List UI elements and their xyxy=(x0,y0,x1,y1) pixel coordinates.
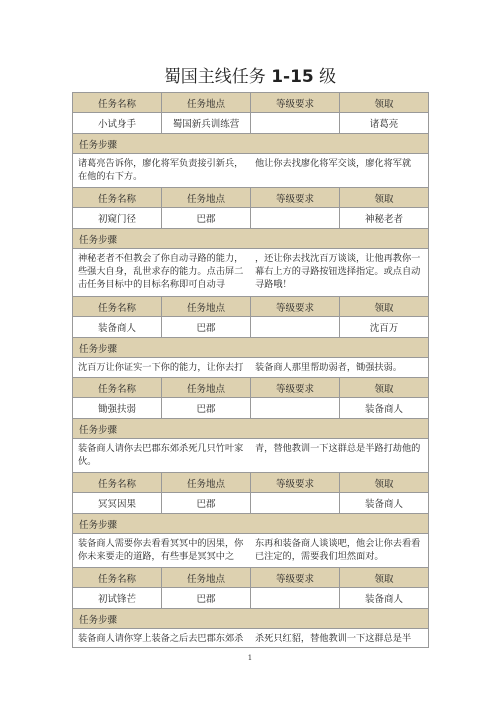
task-name: 锄强扶弱 xyxy=(73,398,162,418)
description-right: ，还让你去找沈百万谈谈，让他再教你一幕右上方的寻路按钮选择指定。或点自动寻路哦！ xyxy=(255,253,421,290)
task-npc: 神秘老者 xyxy=(364,214,403,225)
task-npc: 装备商人 xyxy=(364,404,403,415)
task-level xyxy=(251,317,340,337)
task-table xyxy=(72,92,429,648)
task-npc: 装备商人 xyxy=(364,499,403,510)
header-row xyxy=(72,472,429,492)
page-title xyxy=(0,62,500,87)
header-cell: 等级要求 xyxy=(251,93,340,112)
header-cell: 领取 xyxy=(374,478,394,490)
task-description xyxy=(72,357,429,377)
header-cell: 等级要求 xyxy=(251,378,340,397)
steps-label: 任务步骤 xyxy=(72,337,429,357)
description-left: 沈百万让你证实一下你的能力，让你去打 xyxy=(78,362,244,373)
header-cell: 等级要求 xyxy=(251,568,340,587)
header-cell: 等级要求 xyxy=(251,188,340,207)
task-row xyxy=(72,112,429,133)
header-cell: 领取 xyxy=(374,302,394,314)
description-left: 装备商人需要你去看看冥冥中的因果，你你未来要走的道路，有些事是冥冥中之 xyxy=(78,538,244,562)
task-description xyxy=(72,438,429,472)
header-row xyxy=(72,296,429,316)
header-cell: 任务地点 xyxy=(162,378,251,397)
task-name: 装备商人 xyxy=(73,317,162,337)
header-row xyxy=(72,92,429,112)
task-level xyxy=(251,493,340,513)
steps-label: 任务步骤 xyxy=(72,228,429,248)
header-row xyxy=(72,187,429,207)
header-cell: 领取 xyxy=(374,98,394,110)
task-npc: 诸葛亮 xyxy=(369,119,399,130)
description-left: 装备商人请你穿上装备之后去巴郡东郊杀 xyxy=(78,633,244,644)
header-cell: 任务名称 xyxy=(73,568,162,587)
description-left: 诸葛亮告诉你，廖化将军负责接引新兵，在他的右下方。 xyxy=(78,158,244,182)
description-left: 神秘老者不但教会了你自动寻路的能力，些强大自身，乱世求存的能力。点击屏二击任务目标中的目标名称即可自动寻 xyxy=(78,253,244,290)
header-cell: 任务地点 xyxy=(162,93,251,112)
header-cell: 任务名称 xyxy=(73,297,162,316)
task-npc: 沈百万 xyxy=(369,323,399,334)
header-cell: 任务地点 xyxy=(162,568,251,587)
header-cell: 任务名称 xyxy=(73,473,162,492)
task-place: 巴郡 xyxy=(162,398,251,418)
header-cell: 领取 xyxy=(374,573,394,585)
title-prefix: 蜀国主线任务 xyxy=(163,67,266,87)
task-level xyxy=(251,588,340,608)
task-name: 冥冥因果 xyxy=(73,493,162,513)
header-cell: 等级要求 xyxy=(251,473,340,492)
header-cell: 领取 xyxy=(374,383,394,395)
task-place: 巴郡 xyxy=(162,208,251,228)
task-place: 巴郡 xyxy=(162,493,251,513)
header-cell: 任务名称 xyxy=(73,188,162,207)
task-description xyxy=(72,248,429,296)
task-description xyxy=(72,533,429,567)
steps-label: 任务步骤 xyxy=(72,513,429,533)
header-cell: 等级要求 xyxy=(251,297,340,316)
header-cell: 任务地点 xyxy=(162,188,251,207)
task-level xyxy=(251,208,340,228)
header-row xyxy=(72,567,429,587)
task-level xyxy=(251,113,340,133)
task-level xyxy=(251,398,340,418)
description-right: 东再和装备商人谈谈吧，他会让你去看看已注定的，需要我们坦然面对。 xyxy=(255,538,421,562)
task-place: 巴郡 xyxy=(162,317,251,337)
title-range: 1-15 xyxy=(271,67,314,87)
header-cell: 任务地点 xyxy=(162,473,251,492)
description-left: 装备商人请你去巴郡东郊杀死几只竹叶家伙。 xyxy=(78,443,244,467)
header-cell: 任务名称 xyxy=(73,93,162,112)
task-row xyxy=(72,316,429,337)
description-right: 杀死只红貂，替他教训一下这群总是半 xyxy=(255,633,412,644)
task-row xyxy=(72,207,429,228)
header-row xyxy=(72,377,429,397)
task-row xyxy=(72,492,429,513)
task-place: 巴郡 xyxy=(162,588,251,608)
task-row xyxy=(72,397,429,418)
title-suffix: 级 xyxy=(319,67,337,87)
header-cell: 领取 xyxy=(374,193,394,205)
steps-label: 任务步骤 xyxy=(72,133,429,153)
description-right: 青，替他教训一下这群总是半路打劫他的 xyxy=(255,443,421,454)
task-place: 蜀国新兵训练营 xyxy=(162,113,251,133)
task-description xyxy=(72,153,429,187)
task-name: 小试身手 xyxy=(73,113,162,133)
page-number: 1 xyxy=(247,654,253,662)
task-description xyxy=(72,628,429,648)
description-right: 装备商人那里帮助弱者，锄强扶弱。 xyxy=(255,362,402,373)
header-cell: 任务名称 xyxy=(73,378,162,397)
steps-label: 任务步骤 xyxy=(72,608,429,628)
description-right: 他让你去找廖化将军交谈，廖化将军就 xyxy=(255,158,412,169)
task-npc: 装备商人 xyxy=(364,594,403,605)
header-cell: 任务地点 xyxy=(162,297,251,316)
steps-label: 任务步骤 xyxy=(72,418,429,438)
task-name: 初窥门径 xyxy=(73,208,162,228)
task-row xyxy=(72,587,429,608)
task-name: 初试锋芒 xyxy=(73,588,162,608)
